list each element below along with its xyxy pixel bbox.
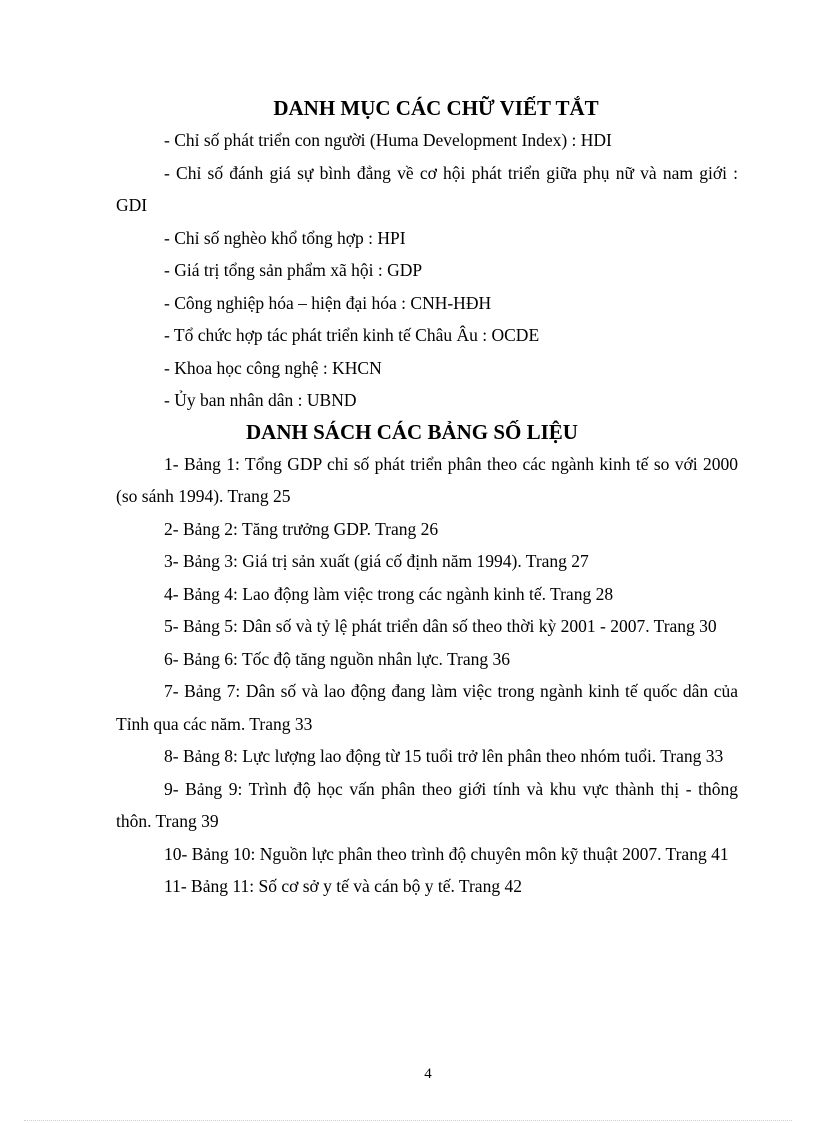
table-list-item: 9- Bảng 9: Trình độ học vấn phân theo giới tính và khu vực thành thị - thông thôn. Trang 39 — [116, 778, 738, 831]
abbreviation-item: - Chỉ số phát triển con người (Huma Development Index) : HDI — [164, 130, 612, 150]
table-list-item: 7- Bảng 7: Dân số và lao động đang làm việc trong ngành kinh tế quốc dân của Tỉnh qua các năm. Trang 33 — [116, 681, 738, 734]
table-list-item: 1- Bảng 1: Tổng GDP chỉ số phát triển phân theo các ngành kinh tế so với 2000 (so sánh 1994). Trang 25 — [116, 453, 738, 506]
abbreviation-item: - Giá trị tổng sản phẩm xã hội : GDP — [164, 260, 423, 280]
tables-title: DANH SÁCH CÁC BẢNG SỐ LIỆU — [246, 419, 578, 444]
abbreviations-list — [116, 124, 738, 417]
table-list-item: 10- Bảng 10: Nguồn lực phân theo trình độ chuyên môn kỹ thuật 2007. Trang 41 — [164, 843, 729, 864]
table-list-item: 8- Bảng 8: Lực lượng lao động từ 15 tuổi trở lên phân theo nhóm tuổi. Trang 33 — [164, 746, 724, 766]
table-list-item: 2- Bảng 2: Tăng trưởng GDP. Trang 26 — [164, 518, 439, 539]
abbreviation-item: - Công nghiệp hóa – hiện đại hóa : CNH-HĐH — [164, 292, 492, 313]
abbreviation-item: - Chỉ số nghèo khổ tổng hợp : HPI — [164, 227, 406, 248]
page-number: 4 — [424, 1066, 432, 1082]
table-list-item: 4- Bảng 4: Lao động làm việc trong các ngành kinh tế. Trang 28 — [164, 583, 614, 604]
abbreviations-title: DANH MỤC CÁC CHỮ VIẾT TẮT — [273, 96, 599, 120]
table-list-item: 5- Bảng 5: Dân số và tỷ lệ phát triển dân số theo thời kỳ 2001 - 2007. Trang 30 — [164, 616, 717, 636]
table-list-item: 3- Bảng 3: Giá trị sản xuất (giá cố định năm 1994). Trang 27 — [164, 551, 589, 571]
abbreviation-item: - Ủy ban nhân dân : UBND — [164, 390, 357, 410]
page-content — [116, 94, 738, 903]
page-bottom-rule — [24, 1120, 792, 1121]
table-list-item: 6- Bảng 6: Tốc độ tăng nguồn nhân lực. Trang 36 — [164, 648, 511, 669]
abbreviation-item: - Chỉ số đánh giá sự bình đẳng về cơ hội phát triển giữa phụ nữ và nam giới : GDI — [116, 162, 738, 215]
table-list-item: 11- Bảng 11: Số cơ sở y tế và cán bộ y tế. Trang 42 — [164, 876, 522, 896]
tables-list — [116, 448, 738, 903]
abbreviation-item: - Khoa học công nghệ : KHCN — [164, 357, 382, 378]
abbreviation-item: - Tổ chức hợp tác phát triển kinh tế Châu Âu : OCDE — [164, 325, 540, 345]
